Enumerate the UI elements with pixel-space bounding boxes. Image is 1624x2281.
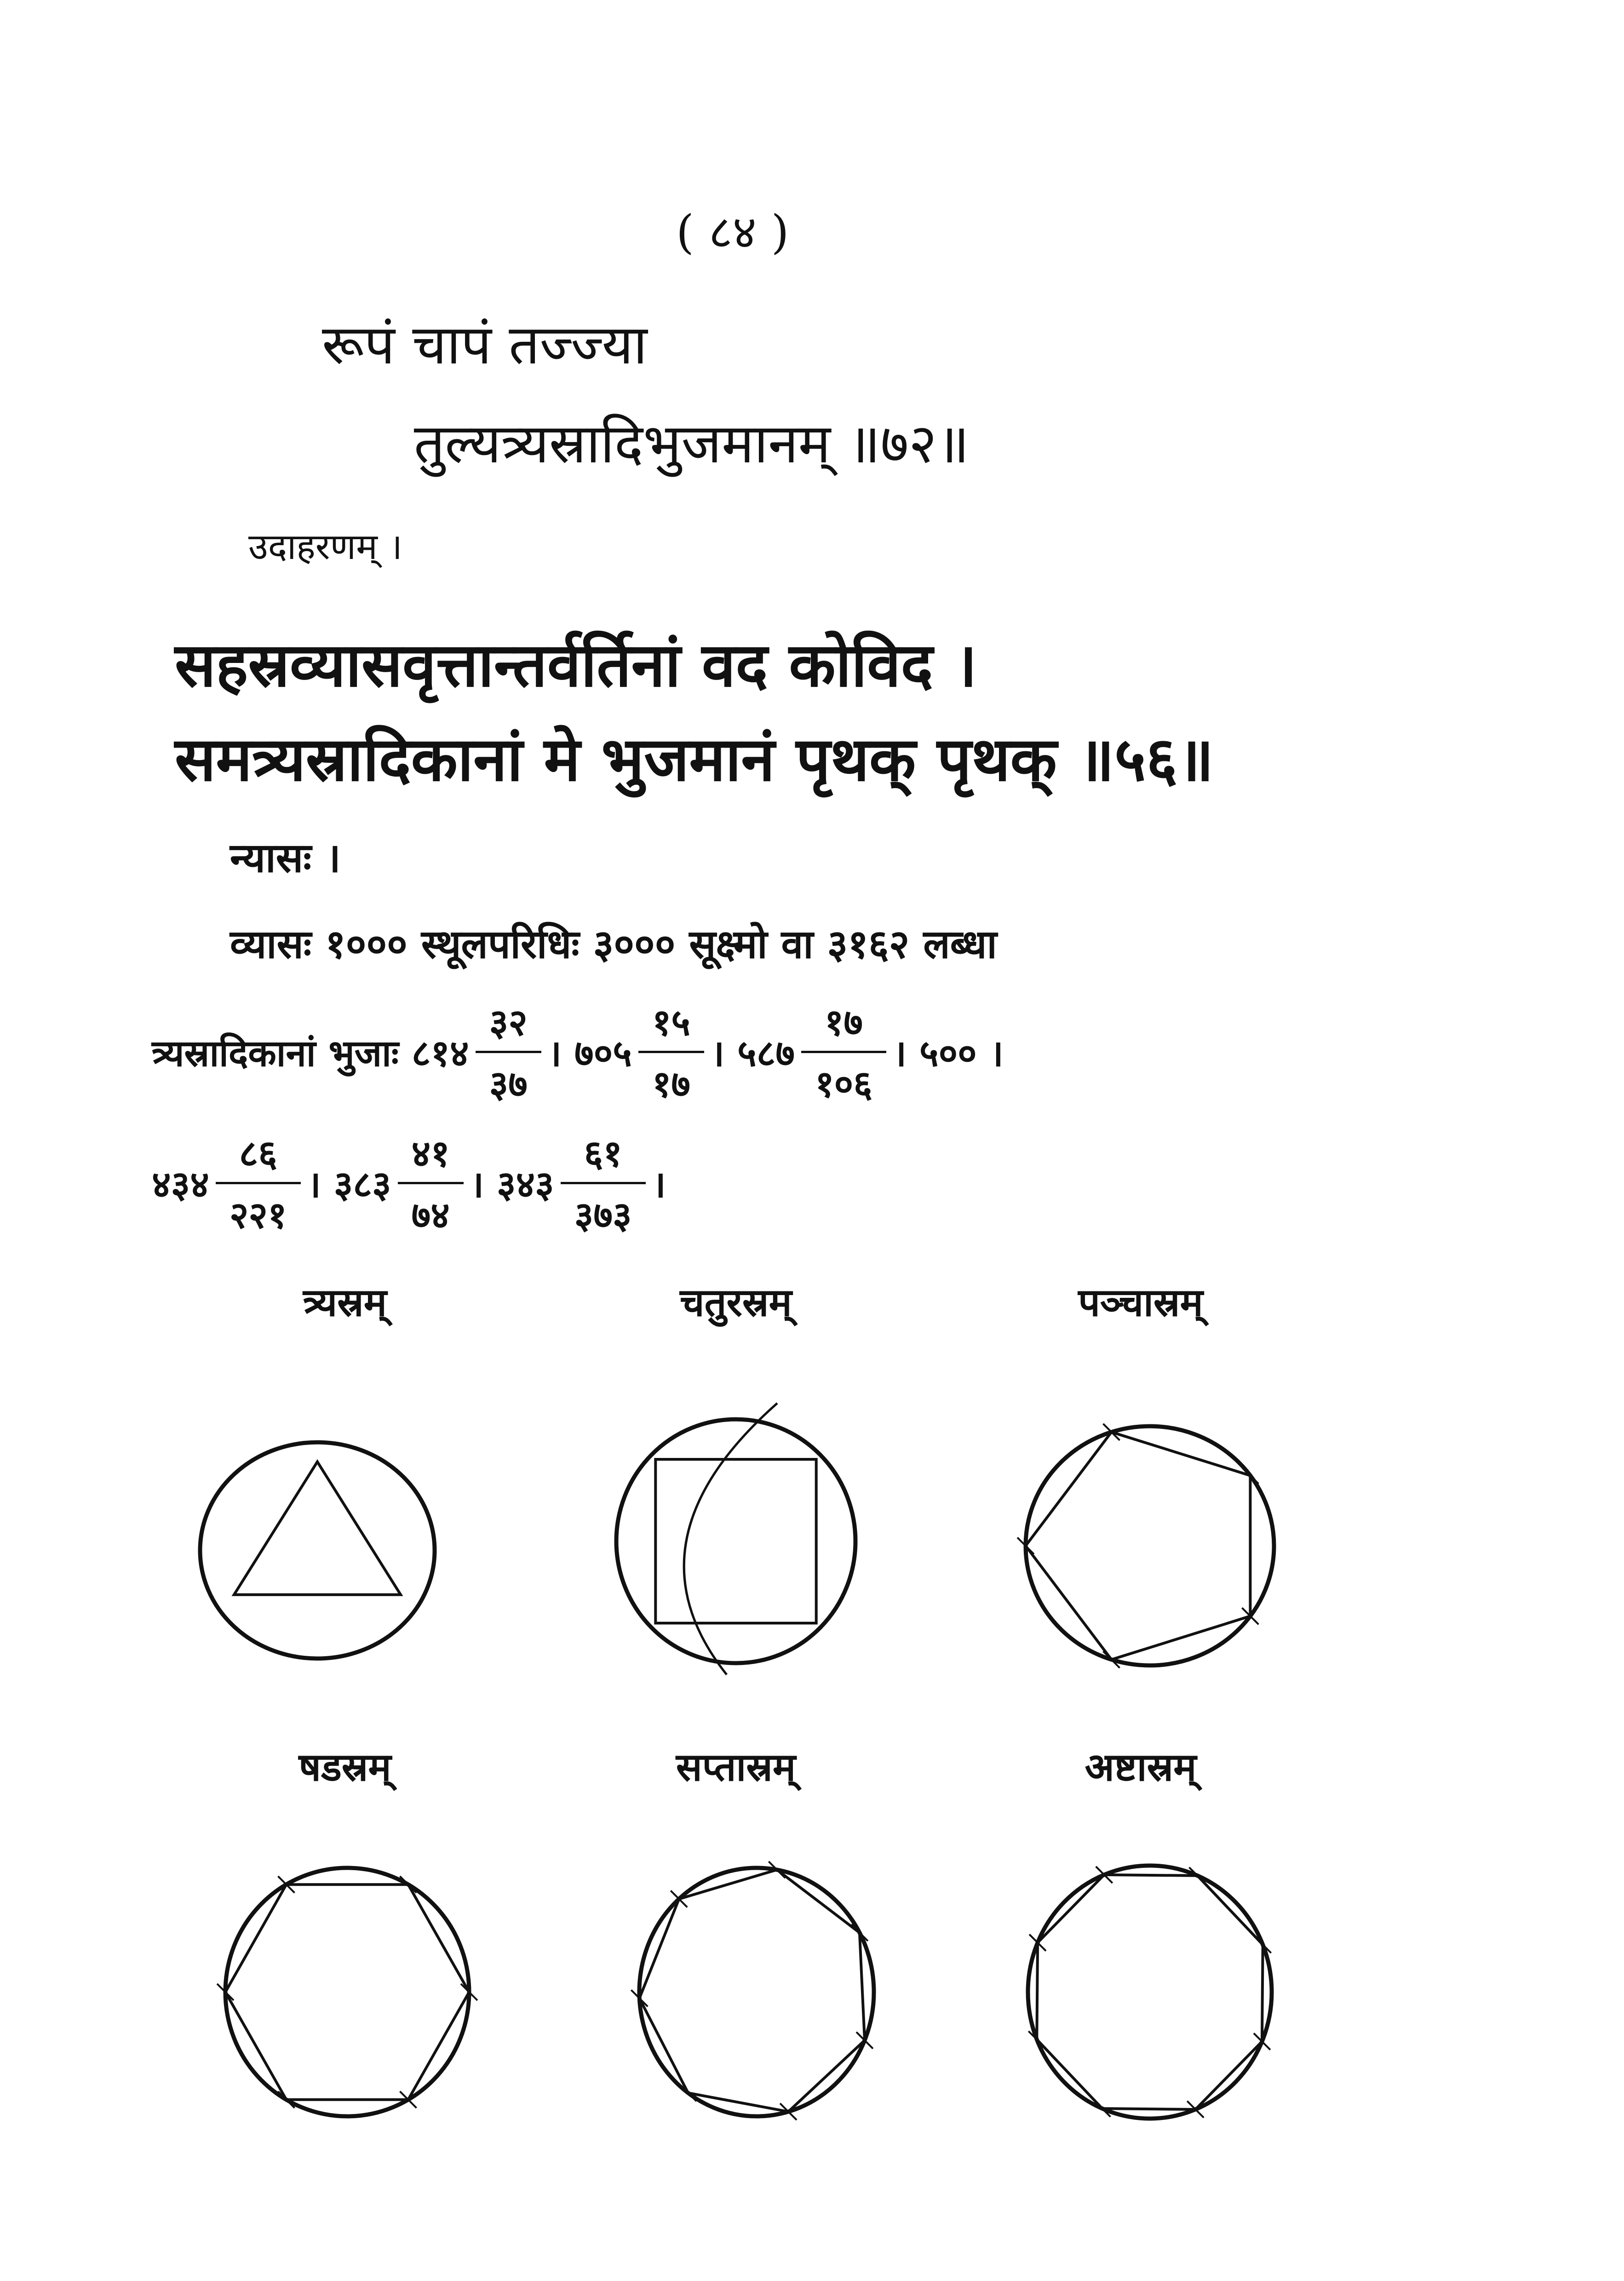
heptagon-in-circle [631, 1861, 874, 2120]
circle [200, 1442, 435, 1659]
numerator: ३२ [489, 1001, 528, 1044]
construction-arc [684, 1403, 777, 1675]
sutra-line-2: तुल्यत्र्यस्रादिभुजमानम् ॥७२॥ [414, 412, 970, 475]
denominator: ३७३ [561, 1182, 646, 1239]
numerator: ६१ [584, 1132, 622, 1175]
row2-whole-2: । ३८३ [307, 1163, 391, 1206]
row2-whole-1: ४३४ [152, 1163, 209, 1206]
nyasa-values: व्यासः १००० स्थूलपरिधिः ३००० सूक्ष्मो वा ३१६२ लब्धा [230, 921, 997, 968]
caption-panchasram: पञ्चास्रम् [1078, 1279, 1203, 1325]
circle [616, 1419, 855, 1663]
hexagon-in-circle [217, 1868, 477, 2116]
shloka-line-2: समत्र्यस्रादिकानां मे भुजमानं पृथक् पृथक् ॥५६॥ [175, 724, 1214, 795]
caption-ashtasram: अष्टास्रम् [1085, 1744, 1197, 1790]
caption-chaturasram: चतुरस्रम् [680, 1279, 792, 1325]
page-number: ( ८४ ) [676, 205, 789, 259]
circle [1026, 1426, 1274, 1665]
polygon [225, 1884, 469, 2100]
triangle-in-circle [200, 1442, 435, 1659]
denominator: १७ [638, 1051, 704, 1108]
caption-tryasram: त्र्यस्रम् [303, 1279, 387, 1325]
row1-tail: । ५०० । [892, 1031, 1004, 1075]
row1-lead: त्र्यस्रादिकानां भुजाः ८१४ [152, 1031, 469, 1075]
polygon [234, 1462, 401, 1595]
row1-whole-3: । ५८७ [711, 1031, 795, 1075]
denominator: ३७ [476, 1051, 541, 1108]
denominator: १०६ [801, 1051, 886, 1108]
circle [225, 1868, 469, 2116]
shloka-line-1: सहस्रव्यासवृत्तान्तर्वर्तिनां वद कोविद । [175, 629, 977, 701]
row2-tail: । [652, 1163, 666, 1206]
sutra-line-1: रूपं चापं तज्ज्या [322, 313, 648, 376]
numerator: ८६ [239, 1132, 277, 1175]
circle [1028, 1866, 1272, 2119]
caption-saptasram: सप्तास्रम् [676, 1744, 796, 1790]
numerator: १७ [824, 1001, 863, 1044]
square-in-circle [616, 1403, 855, 1675]
polygon [1037, 1875, 1262, 2109]
denominator: ७४ [398, 1182, 464, 1239]
row2-whole-3: । ३४३ [470, 1163, 554, 1206]
udaharanam-heading: उदाहरणम् । [248, 526, 403, 568]
caption-shadasram: षडस्रम् [298, 1744, 391, 1790]
circle [639, 1868, 874, 2116]
nyasa-label: न्यासः । [230, 834, 341, 881]
denominator: २२१ [216, 1182, 301, 1239]
row1-whole-2: । ७०५ [547, 1031, 632, 1075]
polygon [655, 1459, 816, 1623]
pentagon-in-circle [1017, 1424, 1274, 1668]
octagon-in-circle [1028, 1866, 1272, 2119]
numerator: १५ [652, 1001, 691, 1044]
numerator: ४१ [411, 1132, 450, 1175]
